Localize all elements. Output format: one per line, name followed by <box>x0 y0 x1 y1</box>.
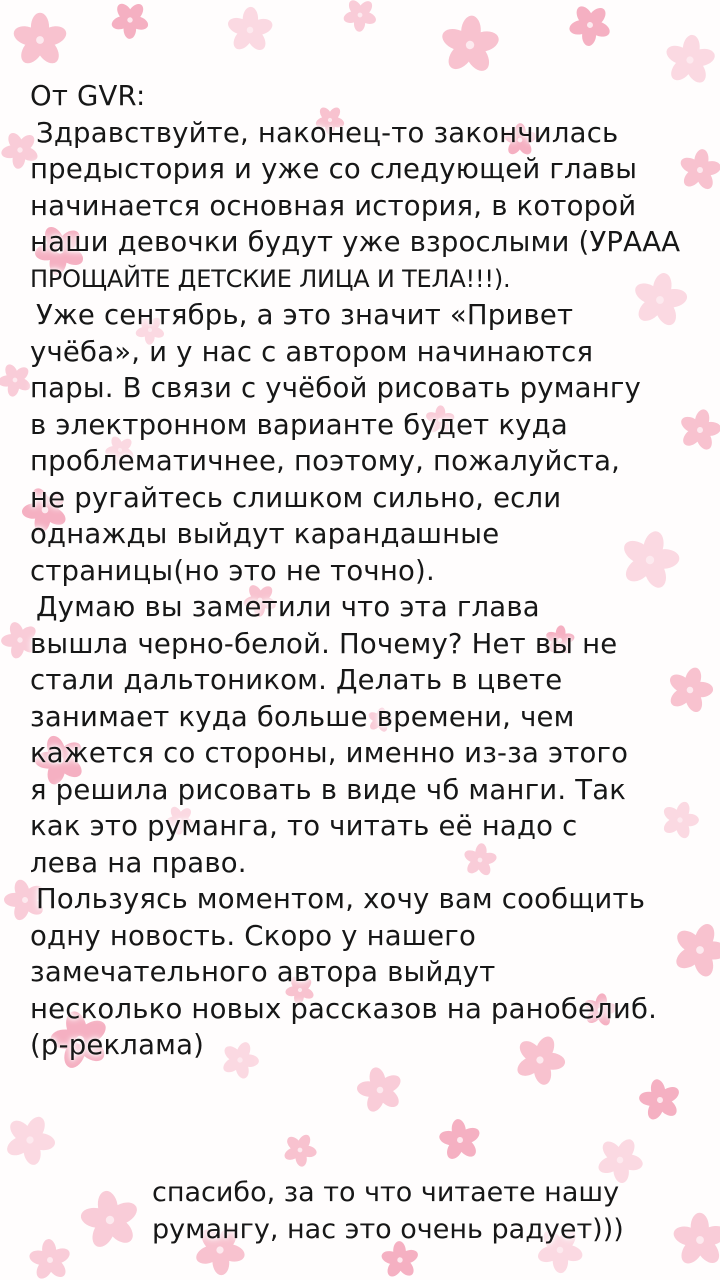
note-line: не ругайтесь слишком сильно, если <box>30 481 562 514</box>
thanks-line: румангу, нас это очень радует))) <box>152 1214 624 1245</box>
blossom-icon <box>566 2 614 48</box>
note-line: занимает куда больше времени, чем <box>30 700 575 733</box>
note-line: Пользуясь моментом, хочу вам сообщить <box>36 883 646 915</box>
note-line: я решила рисовать в виде чб манги. Так <box>30 773 627 806</box>
note-line: как это руманга, то читать её надо с <box>30 810 578 842</box>
note-line: Здравствуйте, наконец-то закончилась <box>36 116 619 149</box>
author-note <box>30 78 690 1064</box>
note-line: стали дальтоником. Делать в цвете <box>30 664 563 696</box>
note-line: страницы(но это не точно). <box>30 554 435 587</box>
note-line: (р-реклама) <box>30 1029 205 1061</box>
blossom-icon <box>0 1105 65 1176</box>
note-line: замечательного автора выйдут <box>30 956 496 988</box>
note-line: проблематичнее, поэтому, пожалуйста, <box>30 445 621 477</box>
note-line: в электронном варианте будет куда <box>30 408 568 441</box>
blossom-icon <box>221 0 279 60</box>
blossom-icon <box>276 1126 325 1175</box>
note-line: несколько новых рассказов на ранобелиб. <box>30 992 658 1025</box>
note-line: наши девочки будут уже взрослыми (УРААА <box>30 226 681 258</box>
blossom-icon <box>631 1072 689 1129</box>
note-line: кажется со стороны, именно из-за этого <box>30 737 629 769</box>
blossom-icon <box>76 1185 144 1255</box>
note-line: учёба», и у нас с автором начинаются <box>30 335 594 368</box>
blossom-icon <box>11 13 69 68</box>
note-line: начинается основная история, в которой <box>30 189 637 222</box>
thanks-message <box>152 1174 712 1248</box>
blossom-icon <box>428 4 512 87</box>
blossom-icon <box>22 1231 78 1280</box>
note-line: однажды выйдут карандашные <box>30 518 500 550</box>
note-line: Уже сентябрь, а это значит «Привет <box>36 299 574 331</box>
note-line: Думаю вы заметили что эта глава <box>36 591 540 623</box>
blossom-icon <box>347 1056 414 1123</box>
blossom-icon <box>338 0 382 38</box>
thanks-line: спасибо, за то что читаете нашу <box>152 1177 620 1208</box>
note-line: одну новость. Скоро у нашего <box>30 919 476 952</box>
note-line: предыстория и уже со следующей главы <box>30 153 638 185</box>
note-line: лева на право. <box>30 846 247 879</box>
note-line: пары. В связи с учёбой рисовать румангу <box>30 372 642 404</box>
note-line: вышла черно-белой. Почему? Нет вы не <box>30 627 618 660</box>
note-line: ПРОЩАЙТЕ ДЕТСКИЕ ЛИЦА И ТЕЛА!!!). <box>30 264 511 293</box>
blossom-icon <box>435 1116 484 1163</box>
note-line: От GVR: <box>30 80 146 112</box>
blossom-icon <box>103 0 158 47</box>
